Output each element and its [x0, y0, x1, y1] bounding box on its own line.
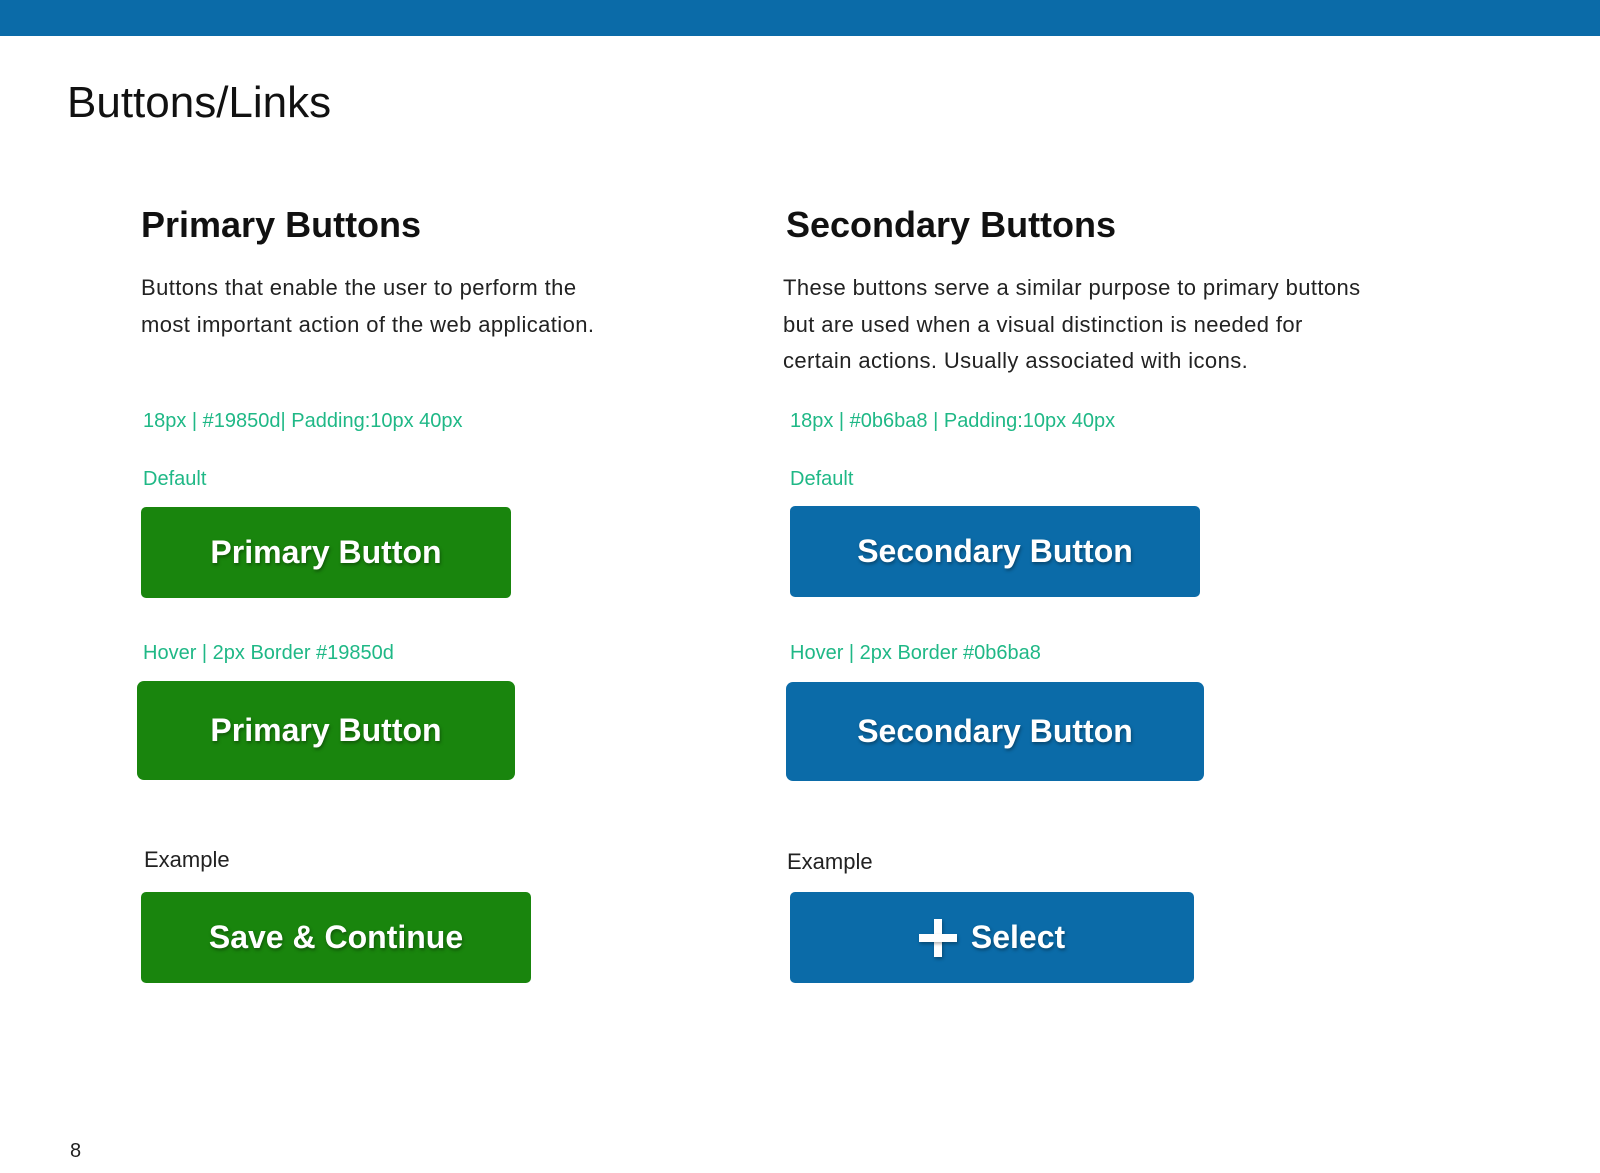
- secondary-hover-label: Hover | 2px Border #0b6ba8: [790, 642, 1041, 664]
- primary-hover-label: Hover | 2px Border #19850d: [143, 642, 394, 664]
- secondary-button-hover[interactable]: Secondary Button: [786, 682, 1204, 781]
- plus-icon: [919, 919, 957, 957]
- primary-button-default[interactable]: Primary Button: [141, 507, 511, 598]
- primary-default-label: Default: [143, 468, 207, 490]
- primary-buttons-heading: Primary Buttons: [141, 204, 422, 245]
- description-line: but are used when a visual distinction is needed for: [783, 311, 1303, 337]
- page-number: 8: [70, 1140, 82, 1162]
- primary-buttons-description: [141, 270, 594, 343]
- description-line: certain actions. Usually associated with icons.: [783, 348, 1249, 373]
- primary-button-hover[interactable]: Primary Button: [137, 681, 515, 780]
- secondary-spec-note: 18px | #0b6ba8 | Padding:10px 40px: [790, 410, 1116, 432]
- header-bar: [0, 0, 1600, 36]
- primary-spec-note: 18px | #19850d| Padding:10px 40px: [143, 410, 463, 432]
- description-line: These buttons serve a similar purpose to primary buttons: [783, 275, 1361, 300]
- description-line: Buttons that enable the user to perform the: [141, 275, 577, 300]
- secondary-button-default[interactable]: Secondary Button: [790, 506, 1200, 597]
- secondary-example-label: Example: [787, 849, 873, 874]
- secondary-default-label: Default: [790, 468, 854, 490]
- description-line: most important action of the web application.: [141, 311, 595, 337]
- select-button-label: Select: [970, 919, 1066, 955]
- page-title: Buttons/Links: [67, 78, 332, 127]
- save-continue-button[interactable]: Save & Continue: [141, 892, 531, 983]
- primary-example-label: Example: [144, 847, 230, 872]
- secondary-buttons-description: [783, 270, 1361, 380]
- secondary-buttons-heading: Secondary Buttons: [786, 204, 1117, 245]
- select-button[interactable]: [790, 892, 1194, 983]
